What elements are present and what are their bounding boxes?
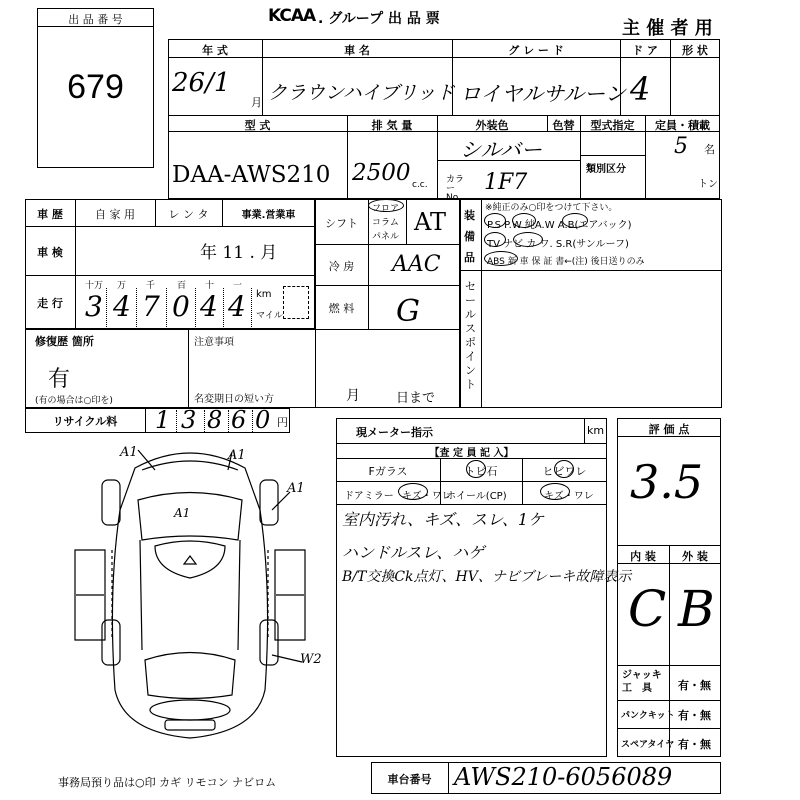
notes-day-until: 日まで: [396, 391, 436, 406]
kizu-ware-2: キズ・ワレ: [544, 491, 594, 502]
navi-circle: [513, 232, 543, 247]
mileage-digit: 3: [85, 290, 103, 323]
meter-label: 現メーター指示: [356, 426, 433, 439]
organizer-label: 主 催 者 用: [622, 18, 713, 39]
cc-unit: c.c.: [412, 180, 428, 190]
sheet-title: . グループ 出 品 票: [318, 11, 440, 27]
color-value: シルバー: [460, 138, 543, 162]
auction-sheet: 出 品 番 号 679 KCAA . グループ 出 品 票 主 催 者 用 年 式 車 名 グ レ ー ド ド ア 形 状 26/1 月 クラウンハイブリッド ロイヤルサルーン 4 型 式 排 気 量 外装色 色替 型式指定 定員・積載 類別区分 DAA-AWS210 2500 c.c. シルバー カラー No. 1F7 5 名 トン 車 歴 自 家 用 レ ン タ 事業.営業車 車 検 年 11 . 月 走 行 十万 万 千 百 十 一 3 4 7 0 4 4 km マイル シフト フロア コラム パネル AT 冷 房 AAC 燃 料 G 装 備 品 ※純正のみ○印をつけて下さい。 P.S P.W 純A.W A.B(エアバック) TV ナビ カ ワ. S.R(サンルーフ) ABS 新 車 保 証 書←(注) 後日送りのみ セ ー ル ス ポ イ ン ト 修復歴 箇所 有 (有の場合は○印を) 注意事項 名変期日の短い方 月 日まで リサイクル料 1 3 8 6 0 円 A1 A1 A1 A1 W2 現メーター指示 km 【査 定 員 記 入】 Fガラス トビ石 ヒビワレ ドアミラー キズ・ワレ ホイール(CP) キズ・ワレ 室内汚れ、キズ、スレ、1ケ ハンドルスレ、ハゲ B/T交換Ck点灯、HV、ナビブレーキ故障表示 評 価 点 3.5 内 装 外 装 C B ジャッキ 工 具 有・無 パンクキット 有・無 スペアタイヤ 有・無 事務局預り品は○印 カギ リモコン ナビロム 車台番号 AWS210-6056089: [0, 0, 800, 800]
year-value: 26/1: [172, 68, 231, 98]
equipment-line-2: TV ナビ カ ワ. S.R(サンルーフ): [487, 239, 629, 250]
capacity-label: 定員・積載: [655, 119, 710, 132]
inspection-value: 年 11 . 月: [200, 243, 278, 263]
door-label: ド ア: [632, 44, 658, 57]
shift-label: シフト: [325, 217, 358, 230]
kizu-circle-2: [540, 483, 570, 500]
mile-label: マイル: [256, 311, 283, 321]
equipment-note: ※純正のみ○印をつけて下さい。: [485, 203, 618, 213]
displacement-label: 排 気 量: [371, 119, 413, 132]
jack-label: ジャッキ 工 具: [622, 670, 662, 694]
tobi-ishi-label: トビ石: [464, 465, 498, 478]
km-label: km: [256, 289, 272, 300]
month-unit: 月: [251, 96, 262, 109]
equipment-line-3: ABS 新 車 保 証 書←(注) 後日送りのみ: [487, 257, 645, 267]
office-items: 事務局預り品は○印 カギ リモコン ナビロム: [58, 776, 277, 789]
lot-number-label: 出 品 番 号: [68, 13, 123, 26]
mark-w2-rear: W2: [300, 652, 322, 667]
ps-circle: [484, 213, 506, 228]
exterior-grade: B: [678, 580, 715, 638]
shift-column: コラム: [372, 218, 399, 228]
sales-point-label: セ ー ル ス ポ イ ン ト: [465, 280, 476, 391]
remark-3: B/T交換Ck点灯、HV、ナビブレーキ故障表示: [342, 569, 632, 585]
shift-value: AT: [414, 208, 447, 236]
rating-label: 評 価 点: [648, 423, 690, 436]
puncture-yes-no: 有・無: [678, 709, 711, 722]
inspection-label: 車 検: [37, 246, 63, 259]
mileage-digit: 4: [200, 290, 218, 323]
tv-circle: [484, 232, 506, 247]
interior-label: 内 装: [630, 550, 656, 563]
recycle-digit: 0: [255, 406, 271, 434]
recycle-digit: 6: [231, 406, 247, 434]
meter-unit: km: [587, 424, 605, 437]
fuel-label: 燃 料: [328, 302, 355, 315]
repair-note: (有の場合は○印を): [35, 396, 113, 406]
persons-unit: 名: [704, 143, 715, 156]
grade-value: ロイヤルサルーン: [460, 82, 626, 106]
chassis-label: 車台番号: [387, 773, 432, 786]
mark-a1-hood: A1: [174, 506, 191, 520]
model-label: 型 式: [244, 119, 271, 132]
mark-a1-side: A1: [287, 481, 305, 496]
exterior-label: 外 装: [682, 550, 708, 563]
repair-label: 修復歴 箇所: [35, 335, 94, 348]
lot-number: 679: [67, 68, 124, 106]
displacement-value: 2500: [352, 160, 411, 186]
jack-yes-no: 有・無: [678, 679, 711, 692]
recycle-label: リサイクル料: [52, 415, 118, 428]
repair-value: 有: [48, 367, 71, 392]
spare-label: スペアタイヤ: [621, 740, 675, 750]
history-label: 車 歴: [37, 208, 63, 221]
aw-circle: [562, 213, 588, 228]
puncture-label: パンクキット: [621, 711, 675, 721]
grade-label: グ レ ー ド: [508, 44, 564, 57]
shift-floor: フロア: [372, 204, 400, 214]
mileage-digit: 4: [228, 290, 246, 323]
car-name-label: 車 名: [344, 44, 370, 57]
mileage-digit: 7: [142, 290, 160, 323]
ac-value: AAC: [392, 252, 441, 277]
year-label: 年 式: [202, 44, 228, 57]
door-mirror-label: ドアミラー: [344, 491, 394, 502]
category-label: 類別区分: [586, 164, 626, 175]
spare-yes-no: 有・無: [678, 738, 711, 751]
notes-label: 注意事項: [194, 337, 234, 348]
shift-floor-circle: [368, 199, 404, 212]
mileage-digit: 4: [113, 290, 131, 323]
mark-a1-front-left: A1: [120, 445, 138, 460]
wheel-label: ホイール(CP): [446, 491, 507, 502]
door-value: 4: [630, 70, 651, 108]
abs-circle: [484, 251, 518, 266]
notes-month: 月: [346, 388, 360, 404]
mileage-digit: 0: [172, 290, 190, 323]
equipment-label: 装 備 品: [464, 209, 475, 264]
kcaa-logo: KCAA: [268, 6, 316, 26]
model-designation-label: 型式指定: [590, 119, 635, 132]
body-type-label: 形 状: [682, 44, 708, 57]
yen-unit: 円: [277, 416, 288, 429]
hibi-ware-label: ヒビワレ: [542, 465, 587, 478]
shift-panel: パネル: [372, 232, 400, 242]
model-value: DAA-AWS210: [172, 162, 331, 188]
mark-a1-front-right: A1: [228, 448, 246, 463]
kizu-ware-1: キズ・ワレ: [402, 491, 452, 502]
pw-circle: [512, 213, 536, 228]
notes-short-period: 名変期日の短い方: [194, 394, 274, 405]
ac-label: 冷 房: [328, 260, 355, 273]
remark-1: 室内汚れ、キズ、スレ、1ケ: [342, 510, 545, 529]
exterior-color-label: 外装色: [475, 119, 509, 132]
color-no-label: カラー No.: [446, 175, 465, 203]
color-no-value: 1F7: [484, 170, 528, 195]
rating-score: 3.5: [630, 455, 704, 509]
history-commercial: 事業.営業車: [241, 210, 296, 221]
ton-unit: トン: [698, 179, 718, 190]
color-change-label: 色替: [552, 119, 575, 132]
capacity-value: 5: [674, 134, 688, 159]
recycle-digit: 3: [181, 406, 197, 434]
equipment-line-1: P.S P.W 純A.W A.B(エアバック): [487, 220, 632, 231]
f-glass-label: Fガラス: [368, 465, 408, 478]
recycle-digit: 1: [155, 406, 171, 434]
mileage-label: 走 行: [37, 297, 63, 310]
fuel-value: G: [396, 294, 420, 329]
kizu-circle-1: [398, 483, 428, 500]
remark-2: ハンドルスレ、ハゲ: [342, 543, 485, 562]
hibi-ware-circle: [554, 460, 574, 478]
mile-checkbox: [283, 286, 309, 319]
car-diagram: [60, 440, 320, 750]
chassis-value: AWS210-6056089: [454, 763, 673, 791]
history-private: 自 家 用: [95, 208, 135, 221]
history-rental: レ ン タ: [168, 208, 209, 221]
recycle-digit: 8: [207, 406, 223, 434]
interior-grade: C: [628, 580, 667, 638]
car-name-value: クラウンハイブリッド: [268, 82, 455, 104]
inspector-label: 【査 定 員 記 入】: [429, 448, 514, 459]
tobi-ishi-circle: [466, 460, 486, 478]
